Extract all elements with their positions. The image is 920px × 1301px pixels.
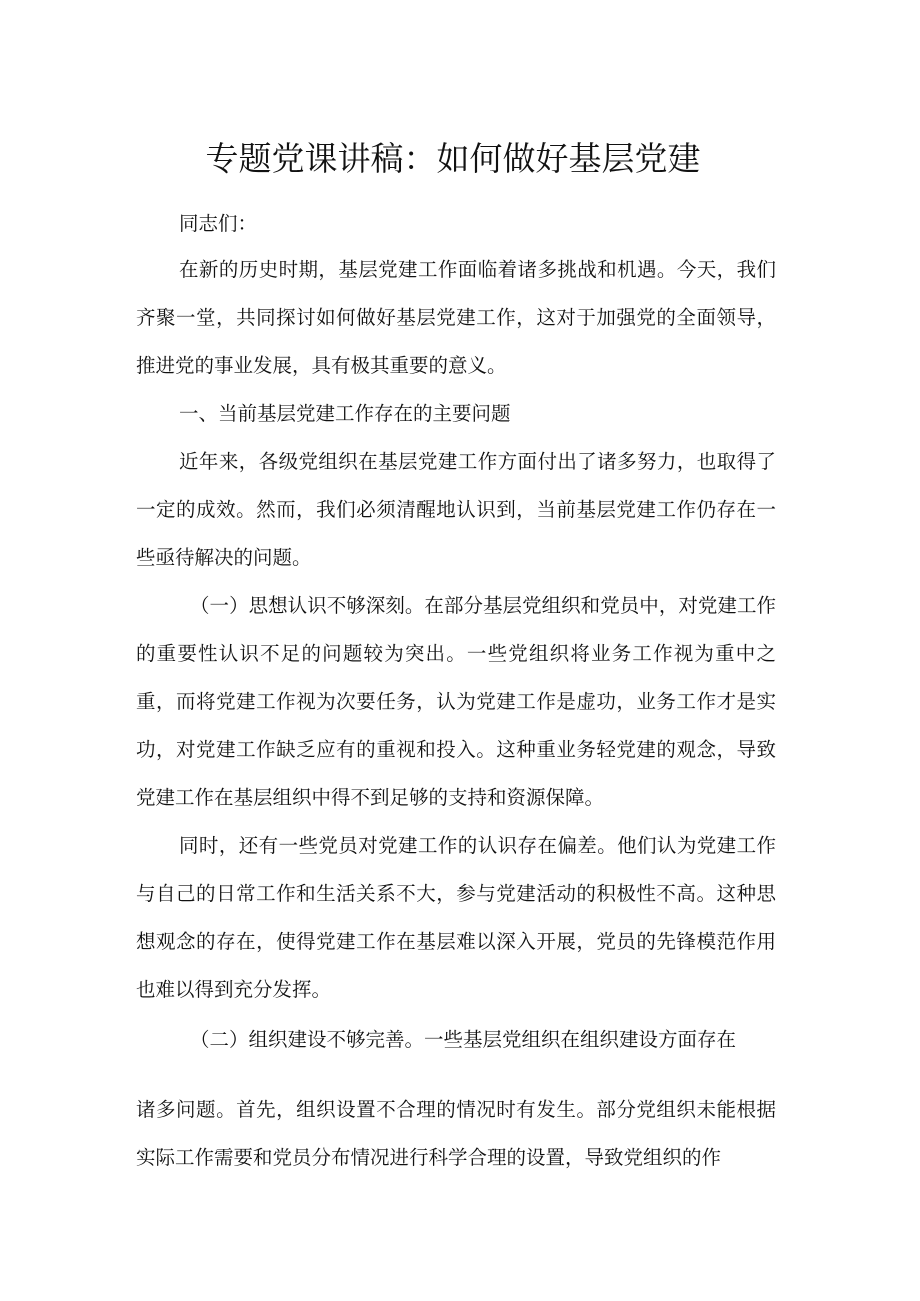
- section-heading-1: 一、当前基层党建工作存在的主要问题: [179, 402, 511, 425]
- document-title: 专题党课讲稿：如何做好基层党建: [205, 139, 701, 178]
- paragraph-subsection-2-body: 诸多问题。首先，组织设置不合理的情况时有发生。部分党组织未能根据实际工作需要和党员分布情况进行科学合理的设置，导致党组织的作: [136, 1098, 776, 1169]
- salutation: 同志们：: [179, 212, 258, 235]
- paragraph-meanwhile: 同时，还有一些党员对党建工作的认识存在偏差。他们认为党建工作与自己的日常工作和生活关系不大，参与党建活动的积极性不高。这种思想观念的存在，使得党建工作在基层难以深入开展，党员的先锋模范作用也难以得到充分发挥。: [136, 834, 776, 1001]
- paragraph-subsection-2-heading: （二）组织建设不够完善。一些基层党组织在组织建设方面存在: [190, 1028, 737, 1051]
- paragraph-intro: 在新的历史时期，基层党建工作面临着诸多挑战和机遇。今天，我们齐聚一堂，共同探讨如何做好基层党建工作，这对于加强党的全面领导，推进党的事业发展，具有极其重要的意义。: [136, 258, 776, 377]
- paragraph-recent-years: 近年来，各级党组织在基层党建工作方面付出了诸多努力，也取得了一定的成效。然而，我们必须清醒地认识到，当前基层党建工作仍存在一些亟待解决的问题。: [136, 450, 776, 569]
- paragraph-subsection-1: （一）思想认识不够深刻。在部分基层党组织和党员中，对党建工作的重要性认识不足的问题较为突出。一些党组织将业务工作视为重中之重，而将党建工作视为次要任务，认为党建工作是虚功，业务工作才是实功，对党建工作缺乏应有的重视和投入。这种重业务轻党建的观念，导致党建工作在基层组织中得不到足够的支持和资源保障。: [136, 594, 776, 809]
